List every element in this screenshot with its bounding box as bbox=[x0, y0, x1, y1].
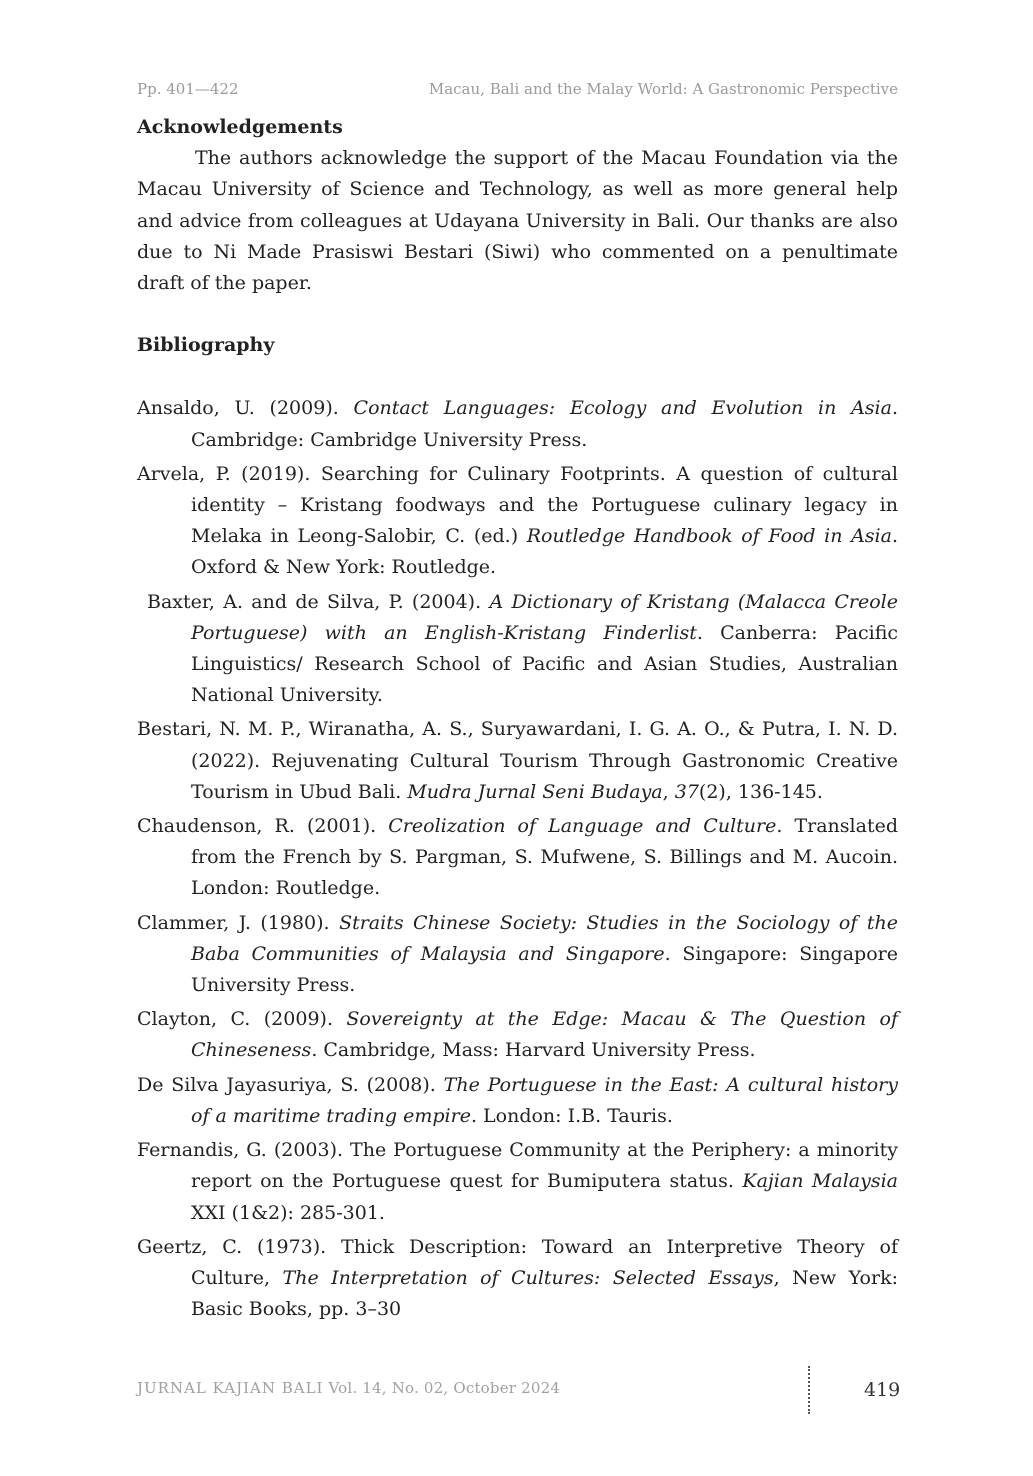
reference-chaudenson: Chaudenson, R. (2001). Creolization of Language and Culture. Translated from the French by S. Pargman, S. Mufwene, S. Billings and M. Aucoin. London: Routledge. bbox=[137, 815, 898, 900]
reference-de-silva-jayasuriya: De Silva Jayasuriya, S. (2008). The Portuguese in the East: A cultural history of a maritime trading empire. London: I.B. Tauris. bbox=[137, 1073, 898, 1127]
page-range: Pp. 401—422 bbox=[137, 80, 239, 98]
reference-baxter: Baxter, A. and de Silva, P. (2004). A Dictionary of Kristang (Malacca Creole Portuguese) with an English-Kristang Finderlist. Canberra: Pacific Linguistics/ Research School of Pacific and Asian Studies, Australian National University. bbox=[147, 590, 899, 707]
bibliography-heading: Bibliography bbox=[137, 334, 275, 357]
page-body bbox=[137, 112, 898, 1328]
reference-clayton: Clayton, C. (2009). Sovereignty at the Edge: Macau & The Question of Chineseness. Cambridge, Mass: Harvard University Press. bbox=[137, 1008, 899, 1062]
journal-footer bbox=[137, 1379, 560, 1397]
running-title: Macau, Bali and the Malay World: A Gastronomic Perspective bbox=[428, 80, 898, 98]
reference-ansaldo: Ansaldo, U. (2009). Contact Languages: Ecology and Evolution in Asia. Cambridge: Cambridge University Press. bbox=[137, 397, 898, 451]
acknowledgements-heading: Acknowledgements bbox=[137, 116, 343, 138]
reference-geertz: Geertz, C. (1973). Thick Description: Toward an Interpretive Theory of Culture, The Interpretation of Cultures: Selected Essays, New York: Basic Books, pp. 3–30 bbox=[137, 1235, 898, 1321]
acknowledgements-text: The authors acknowledge the support of the Macau Foundation via the Macau University of Science and Technology, as well as more general help and advice from colleagues at Udayana University in Bali. Our thanks are also due to Ni Made Prasiswi Bestari (Siwi) who commented on a penultimate draft of the paper. bbox=[137, 147, 898, 295]
reference-clammer: Clammer, J. (1980). Straits Chinese Society: Studies in the Sociology of the Baba Communities of Malaysia and Singapore. Singapore: Singapore University Press. bbox=[137, 911, 898, 997]
journal-issue: Vol. 14, No. 02, October 2024 bbox=[323, 1379, 561, 1397]
footer-divider bbox=[808, 1366, 810, 1414]
journal-name: JURNAL KAJIAN BALI bbox=[137, 1379, 324, 1397]
reference-arvela: Arvela, P. (2019). Searching for Culinary Footprints. A question of cultural identity – Kristang foodways and the Portuguese culinary legacy in Melaka in Leong-Salobir, C. (ed.) Routledge Handbook of Food in Asia. Oxford & New York: Routledge. bbox=[137, 462, 898, 579]
running-header bbox=[137, 80, 898, 104]
reference-bestari: Bestari, N. M. P., Wiranatha, A. S., Suryawardani, I. G. A. O., & Putra, I. N. D. (2022). Rejuvenating Cultural Tourism Through Gastronomic Creative Tourism in Ubud Bali. Mudra Jurnal Seni Budaya, 37(2), 136-145. bbox=[137, 718, 898, 803]
page-number: 419 bbox=[864, 1379, 901, 1401]
reference-fernandis: Fernandis, G. (2003). The Portuguese Community at the Periphery: a minority report on the Portuguese quest for Bumiputera status. Kajian Malaysia XXI (1&2): 285-301. bbox=[137, 1139, 898, 1224]
